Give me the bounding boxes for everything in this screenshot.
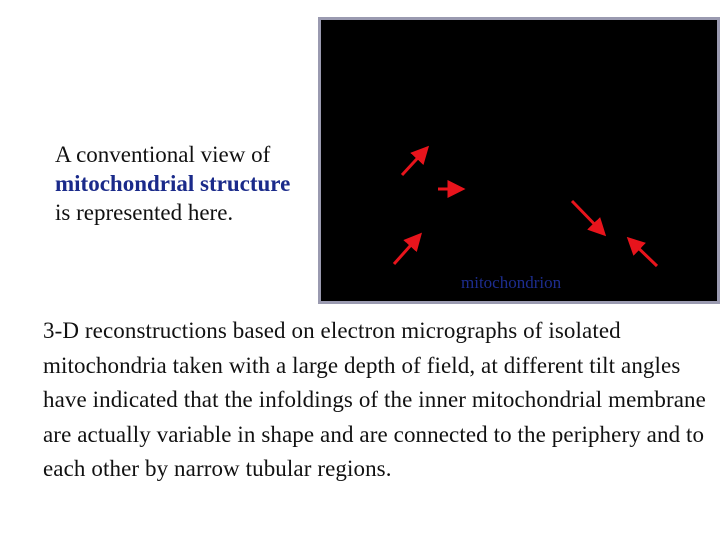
arrow-upper-left: [402, 149, 426, 175]
mitochondrion-figure: [318, 17, 720, 304]
figure-label-mitochondrion: mitochondrion: [461, 273, 562, 292]
intro-caption: [55, 140, 305, 227]
intro-highlight-mitochondrial: mitochondrial: [55, 171, 195, 196]
arrow-lower-right: [630, 240, 657, 266]
intro-text-part1: A conventional view of: [55, 142, 271, 167]
intro-highlight-structure: structure: [200, 171, 291, 196]
figure-arrows: [321, 20, 720, 307]
intro-text-part2: is represented here.: [55, 200, 234, 225]
body-paragraph: 3-D reconstructions based on electron micrographs of isolated mitochondria taken with a large depth of field, at different tilt angles have indicated that the infoldings of the inner mitochondrial membrane are actually variable in shape and are connected to the periphery and to each other by narrow tubular regions.: [43, 318, 706, 481]
arrow-lower-left: [394, 236, 419, 264]
arrow-lower-middle: [572, 201, 603, 233]
